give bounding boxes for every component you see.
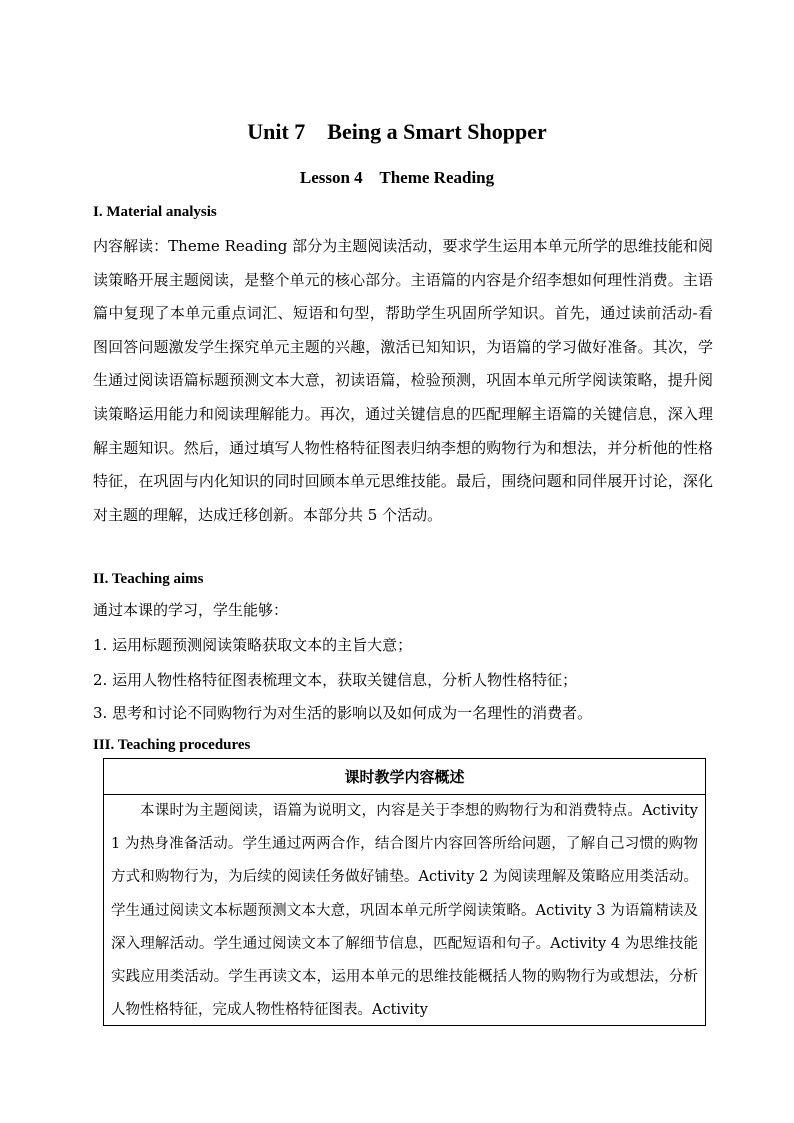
teaching-procedures-heading: III. Teaching procedures — [93, 737, 251, 753]
lesson-title: Lesson 4 Theme Reading — [299, 168, 495, 187]
procedures-table — [103, 758, 706, 1026]
table-body-cell: 本课时为主题阅读，语篇为说明文，内容是关于李想的购物行为和消费特点。Activity 1 为热身准备活动。学生通过两两合作，结合图片内容回答所给问题，了解自己习惯的购物方式和购物行为，为后续的阅读任务做好铺垫。Activity 2 为阅读理解及策略应用类活动。学生通过阅读文本标题预测文本大意，巩固本单元所学阅读策略。Activity 3 为语篇精读及深入理解活动。学生通过阅读文本了解细节信息，匹配短语和句子。Activity 4 为思维技能实践应用类活动。学生再读文本，运用本单元的思维技能概括人物的购物行为或想法，分析人物性格特征，完成人物性格特征图表。Activity — [111, 803, 698, 1019]
unit-title: Unit 7 Being a Smart Shopper — [247, 119, 547, 144]
teaching-aims-intro: 通过本课的学习，学生能够： — [93, 601, 289, 619]
teaching-aim-item: 2. 运用人物性格特征图表梳理文本，获取关键信息，分析人物性格特征； — [93, 671, 578, 689]
teaching-aims-heading: II. Teaching aims — [93, 571, 204, 587]
teaching-aim-item: 1. 运用标题预测阅读策略获取文本的主旨大意； — [93, 636, 413, 654]
teaching-aim-item: 3. 思考和讨论不同购物行为对生活的影响以及如何成为一名理性的消费者。 — [93, 704, 593, 722]
table-header-cell: 课时教学内容概述 — [104, 759, 705, 795]
material-analysis-heading: I. Material analysis — [93, 204, 217, 220]
material-analysis-paragraph: 内容解读：Theme Reading 部分为主题阅读活动，要求学生运用本单元所学的思维技能和阅读策略开展主题阅读，是整个单元的核心部分。主语篇的内容是介绍李想如何理性消费。主语篇中复现了本单元重点词汇、短语和句型，帮助学生巩固所学知识。首先，通过读前活动-看图回答问题激发学生探究单元主题的兴趣，激活已知知识，为语篇的学习做好准备。其次，学生通过阅读语篇标题预测文本大意，初读语篇，检验预测，巩固本单元所学阅读策略，提升阅读策略运用能力和阅读理解能力。再次，通过关键信息的匹配理解主语篇的关键信息，深入理解主题知识。然后，通过填写人物性格特征图表归纳李想的购物行为和想法，并分析他的性格特征，在巩固与内化知识的同时回顾本单元思维技能。最后，围绕问题和同伴展开讨论，深化对主题的理解，达成迁移创新。本部分共 5 个活动。 — [93, 237, 713, 524]
